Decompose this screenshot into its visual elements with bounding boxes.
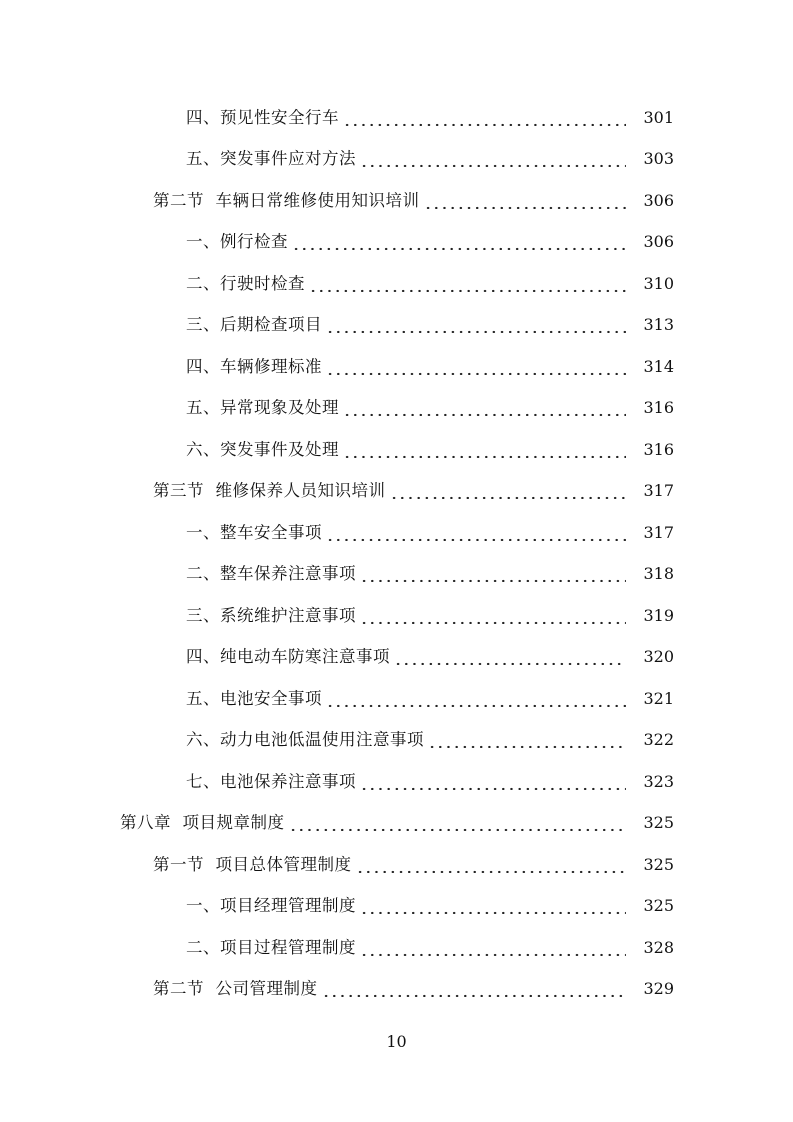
toc-entry-title: 第三节 维修保养人员知识培训 (153, 481, 386, 500)
toc-entry-page: 328 (643, 937, 674, 957)
toc-entry-title: 二、行驶时检查 (186, 273, 305, 293)
toc-entry-page: 321 (643, 688, 674, 708)
toc-entry-title: 六、动力电池低温使用注意事项 (186, 730, 424, 749)
toc-entry-title: 七、电池保养注意事项 (186, 771, 356, 791)
toc-entry-page: 310 (643, 273, 674, 293)
toc-entry-title: 五、突发事件应对方法 (186, 149, 356, 168)
toc-entry-title: 五、电池安全事项 (186, 688, 322, 708)
toc-entry[interactable] (0, 678, 793, 720)
dot-leader (428, 732, 626, 748)
toc-entry[interactable] (0, 927, 793, 969)
toc-entry-page: 323 (643, 771, 674, 791)
table-of-contents (0, 97, 793, 1010)
toc-entry[interactable] (0, 263, 793, 305)
toc-entry[interactable] (0, 886, 793, 928)
toc-entry-title: 二、整车保养注意事项 (186, 564, 356, 583)
toc-entry-page: 317 (643, 481, 674, 501)
dot-leader (394, 649, 626, 665)
toc-entry-page: 306 (643, 232, 674, 252)
toc-entry[interactable] (0, 637, 793, 679)
toc-entry[interactable] (0, 844, 793, 886)
dot-leader (390, 483, 627, 499)
toc-entry[interactable] (0, 388, 793, 430)
dot-leader (309, 276, 626, 292)
toc-entry-page: 329 (643, 979, 674, 999)
toc-entry-title: 一、整车安全事项 (186, 522, 322, 542)
toc-entry-title: 四、车辆修理标准 (186, 356, 322, 376)
toc-entry[interactable] (0, 305, 793, 347)
toc-entry-title: 一、例行检查 (186, 232, 288, 251)
toc-entry[interactable] (0, 471, 793, 513)
toc-entry[interactable] (0, 803, 793, 845)
dot-leader (360, 774, 626, 790)
toc-entry-page: 318 (643, 564, 674, 584)
toc-entry-title: 六、突发事件及处理 (186, 439, 339, 459)
dot-leader (360, 608, 626, 624)
toc-entry-page: 325 (643, 896, 674, 916)
toc-entry[interactable] (0, 761, 793, 803)
dot-leader (326, 691, 626, 707)
toc-entry-title: 四、预见性安全行车 (186, 107, 339, 127)
toc-entry-page: 301 (643, 107, 674, 127)
toc-entry[interactable] (0, 595, 793, 637)
toc-entry[interactable] (0, 512, 793, 554)
toc-entry[interactable] (0, 720, 793, 762)
toc-entry-title: 四、纯电动车防寒注意事项 (186, 647, 390, 666)
toc-entry[interactable] (0, 180, 793, 222)
toc-entry-title: 二、项目过程管理制度 (186, 937, 356, 957)
toc-entry-page: 306 (643, 190, 674, 210)
dot-leader (326, 525, 626, 541)
toc-entry-page: 322 (643, 730, 674, 750)
dot-leader (326, 317, 626, 333)
toc-entry[interactable] (0, 97, 793, 139)
toc-entry-page: 325 (643, 854, 674, 874)
dot-leader (360, 940, 626, 956)
toc-entry[interactable] (0, 969, 793, 1011)
toc-entry[interactable] (0, 429, 793, 471)
toc-entry-title: 第八章 项目规章制度 (120, 813, 285, 832)
toc-entry-title: 第一节 项目总体管理制度 (153, 854, 352, 874)
dot-leader (360, 898, 626, 914)
dot-leader (360, 566, 626, 582)
toc-entry-page: 303 (643, 149, 674, 169)
toc-entry-page: 317 (643, 522, 674, 542)
toc-entry[interactable] (0, 222, 793, 264)
dot-leader (356, 857, 627, 873)
toc-entry-page: 313 (643, 315, 674, 335)
dot-leader (292, 234, 626, 250)
toc-entry[interactable] (0, 554, 793, 596)
toc-entry-page: 320 (643, 647, 674, 667)
toc-entry-page: 316 (643, 398, 674, 418)
toc-entry-title: 一、项目经理管理制度 (186, 896, 356, 915)
dot-leader (289, 815, 627, 831)
toc-entry-title: 五、异常现象及处理 (186, 398, 339, 417)
toc-entry-page: 325 (643, 813, 674, 833)
toc-entry-page: 314 (643, 356, 674, 376)
dot-leader (360, 151, 626, 167)
dot-leader (343, 110, 626, 126)
dot-leader (322, 981, 627, 997)
toc-entry[interactable] (0, 346, 793, 388)
toc-entry-title: 第二节 车辆日常维修使用知识培训 (153, 190, 420, 210)
toc-entry[interactable] (0, 139, 793, 181)
toc-entry-page: 319 (643, 605, 674, 625)
toc-entry-page: 316 (643, 439, 674, 459)
toc-entry-title: 三、系统维护注意事项 (186, 605, 356, 625)
dot-leader (343, 442, 626, 458)
toc-entry-title: 第二节 公司管理制度 (153, 979, 318, 998)
dot-leader (424, 193, 627, 209)
page-number: 10 (386, 1032, 407, 1051)
dot-leader (343, 400, 626, 416)
dot-leader (326, 359, 626, 375)
toc-entry-title: 三、后期检查项目 (186, 315, 322, 334)
